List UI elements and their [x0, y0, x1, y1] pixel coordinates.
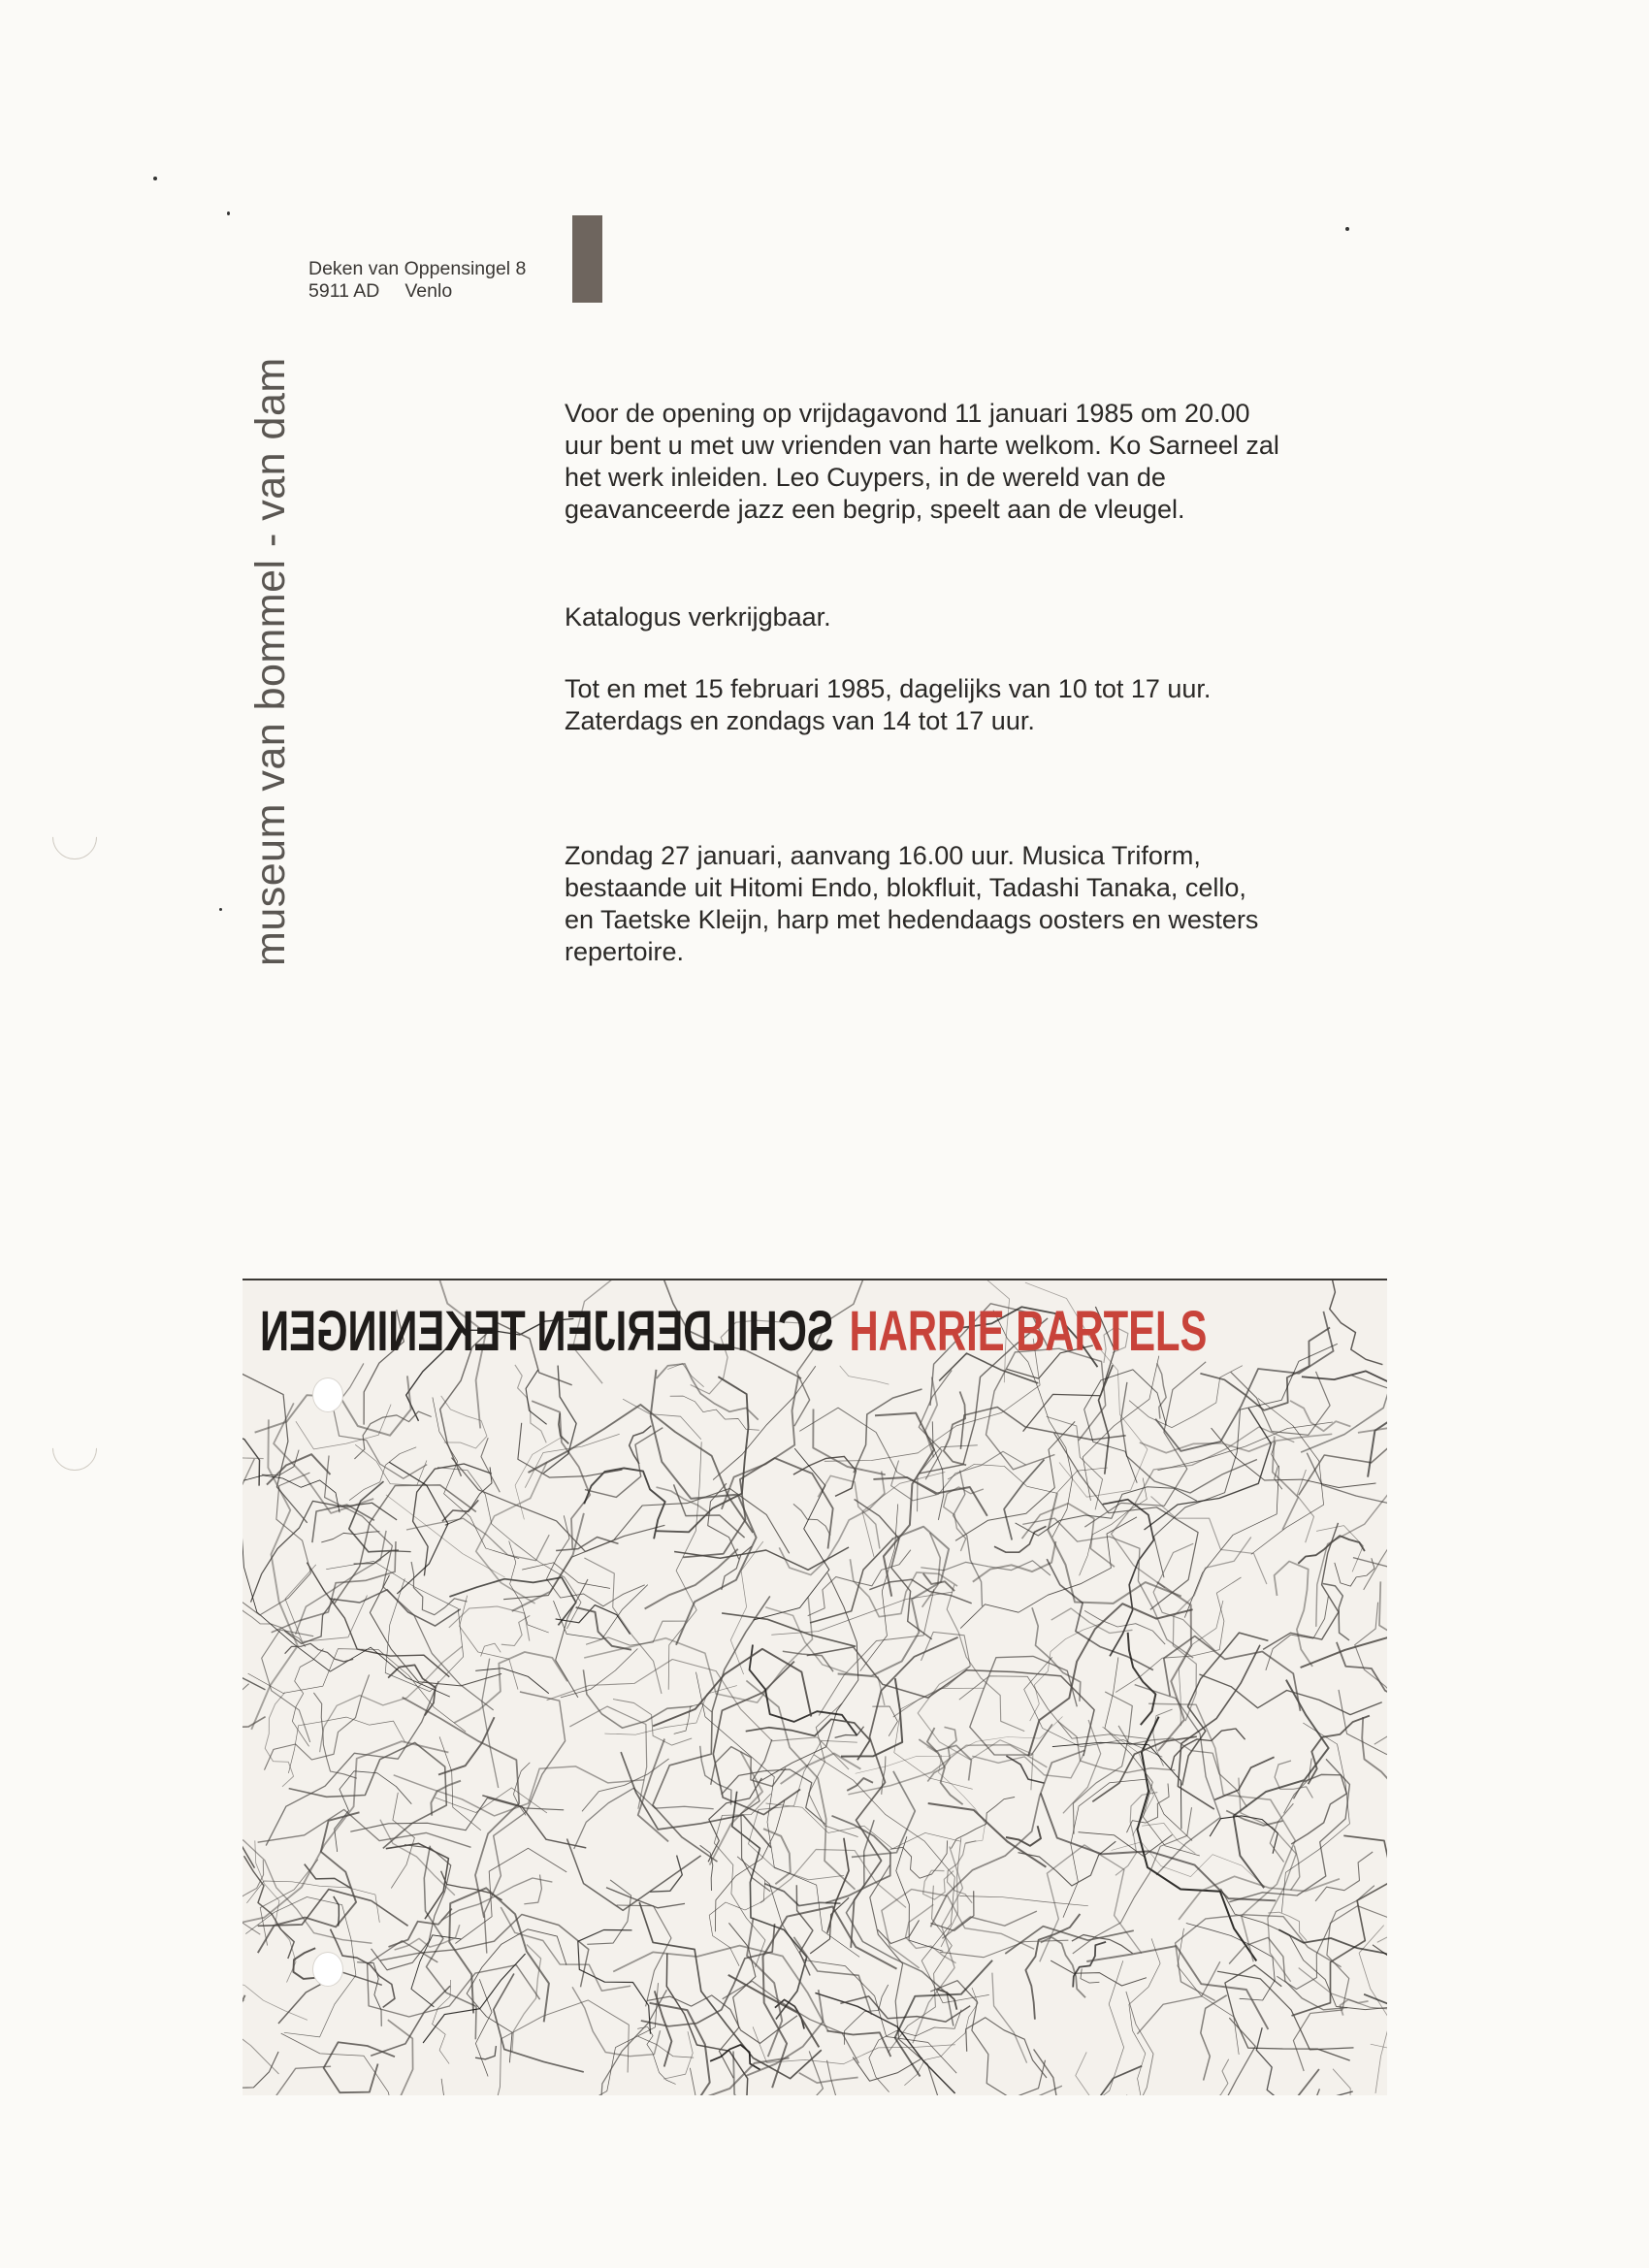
scribble-stroke	[799, 2073, 858, 2083]
scribble-stroke	[501, 1907, 630, 1991]
scribble-stroke	[1083, 1356, 1159, 1501]
scribble-stroke	[482, 1796, 586, 1848]
scribble-stroke	[1040, 1845, 1142, 1961]
scribble-stroke	[388, 1665, 436, 1715]
scribble-stroke	[354, 1411, 431, 1459]
punch-hole-upper	[43, 805, 106, 868]
address-city: Venlo	[404, 280, 453, 302]
scribble-stroke	[357, 1962, 381, 2026]
scribble-stroke	[1302, 1354, 1387, 1385]
scribble-stroke	[793, 1456, 857, 1496]
scribble-stroke	[1353, 1558, 1387, 1610]
scribble-stroke	[860, 1505, 898, 1671]
address-street: Deken van Oppensingel 8	[308, 258, 527, 279]
scribble-stroke	[1337, 1642, 1387, 1705]
scan-speck	[219, 908, 222, 911]
scribble-stroke	[827, 2031, 891, 2057]
scribble-stroke	[1105, 1657, 1200, 1856]
scribble-stroke	[878, 1920, 920, 1943]
scribble-stroke	[661, 2057, 790, 2095]
scribble-stroke	[1251, 1399, 1324, 1555]
scribble-stroke	[494, 1974, 584, 2072]
scribble-stroke	[1121, 1382, 1257, 1493]
concert-paragraph: Zondag 27 januari, aanvang 16.00 uur. Musica Triform, bestaande uit Hitomi Endo, blokfluit, Tadashi Tanaka, cello, en Taetske Kleijn, harp met hedendaags oosters en westers repertoire.	[565, 841, 1259, 966]
scribble-stroke	[1112, 1842, 1266, 1887]
scribble-stroke	[242, 1473, 311, 1615]
scribble-stroke	[651, 1370, 757, 1645]
scribble-stroke	[862, 1473, 945, 1557]
scribble-stroke	[1239, 1778, 1296, 1982]
scribble-stroke	[574, 1788, 714, 1849]
scribble-stroke	[613, 1946, 828, 2032]
scribble-stroke	[289, 1742, 447, 1848]
scribble-stroke	[561, 1649, 638, 1698]
scribble-stroke	[1364, 1529, 1387, 1590]
scribble-stroke	[966, 2018, 1047, 2078]
scribble-stroke	[1171, 1729, 1245, 1770]
scribble-stroke	[813, 1409, 885, 1475]
scribble-stroke	[1231, 1372, 1330, 1436]
scribble-stroke	[870, 1865, 940, 2096]
scribble-stroke	[723, 1981, 859, 2063]
scribble-stroke	[389, 1462, 448, 1594]
scribble-stroke	[242, 1995, 245, 2095]
scribble-stroke	[266, 1681, 438, 1846]
scribble-stroke	[1018, 1841, 1116, 1886]
opening-hours-paragraph: Tot en met 15 februari 1985, dagelijks van 10 tot 17 uur. Zaterdags en zondags van 14 tot 17 uur.	[565, 674, 1212, 735]
scribble-stroke	[1153, 1543, 1214, 1650]
scribble-stroke	[285, 1643, 354, 1662]
scribble-stroke	[1234, 1680, 1329, 1889]
scribble-stroke	[242, 2022, 279, 2095]
scribble-stroke	[1047, 1559, 1153, 1670]
scribble-stroke	[1330, 1280, 1383, 1365]
scribble-stroke	[630, 1426, 652, 1464]
scribble-stroke	[960, 1408, 1125, 1449]
scribble-stroke	[441, 1871, 502, 1900]
exhibition-poster	[242, 1279, 1387, 2095]
scribble-stroke	[1188, 2059, 1228, 2095]
scribble-stroke	[349, 1447, 416, 1501]
scribble-stroke	[512, 1945, 541, 2052]
scribble-stroke	[1201, 1995, 1227, 2081]
scribble-stroke	[585, 1428, 663, 1498]
scribble-stroke	[940, 1940, 1068, 1958]
scribble-stroke	[1081, 1969, 1099, 1984]
scribble-stroke	[1084, 1370, 1167, 1483]
scribble-stroke	[509, 1541, 549, 1633]
scribble-stroke	[1178, 1928, 1239, 2055]
scribble-stroke	[1254, 2069, 1319, 2095]
scribble-stroke	[746, 1719, 870, 1760]
scribble-stroke	[1275, 1562, 1313, 1667]
scribble-stroke	[449, 1577, 575, 1625]
scribble-stroke	[683, 1458, 833, 1557]
scribble-stroke	[818, 1475, 880, 1548]
scribble-stroke	[334, 1363, 428, 1478]
scribble-stroke	[1006, 1826, 1041, 1846]
scribble-stroke	[1298, 1536, 1365, 1564]
scribble-stroke	[1275, 1761, 1312, 1798]
scribble-stroke	[380, 1820, 455, 1895]
scribble-stroke	[700, 1845, 713, 1891]
scribble-stroke	[894, 1688, 985, 1789]
scribble-stroke	[334, 1896, 340, 1927]
scribble-stroke	[623, 1399, 701, 1440]
brown-accent-bar	[572, 215, 602, 303]
scribble-stroke	[313, 1693, 356, 1778]
scribble-stroke	[248, 1649, 467, 1733]
scribble-stroke	[481, 1643, 501, 1656]
poster-punch-hole-lower	[312, 1952, 343, 1987]
scribble-stroke	[284, 1599, 335, 1644]
scribble-stroke	[1116, 1793, 1157, 1876]
scribble-stroke	[1005, 1927, 1134, 1954]
scribble-stroke	[722, 1613, 856, 1646]
opening-paragraph: Voor de opening op vrijdagavond 11 januari 1985 om 20.00 uur bent u met uw vrienden van harte welkom. Ko Sarneel zal het werk inleiden. Leo Cuypers, in de wereld van de geavanceerde jazz een begrip, speelt aan de vleugel.	[565, 399, 1279, 524]
scribble-stroke	[1316, 1526, 1363, 1572]
scribble-stroke	[855, 1500, 932, 1639]
poster-title	[260, 1300, 1208, 1363]
scribble-stroke	[992, 1973, 1027, 2063]
scribble-stroke	[947, 1585, 1024, 1732]
scribble-stroke	[973, 1541, 1056, 1582]
poster-artist-name: HARRIE BARTELS	[849, 1300, 1208, 1363]
scribble-stroke	[1148, 1703, 1295, 1961]
scribble-stroke	[670, 1396, 760, 1430]
scribble-stroke	[242, 1681, 249, 1724]
punch-hole-lower	[43, 1416, 106, 1479]
scribble-stroke	[1157, 1363, 1167, 1418]
address-postcode-city	[308, 280, 526, 303]
scribble-stroke	[482, 1659, 499, 1788]
scribble-stroke	[1032, 1607, 1081, 1701]
scribble-stroke	[567, 1839, 701, 1911]
scribble-stroke	[1034, 2050, 1125, 2096]
scribble-stroke	[1292, 1835, 1388, 2016]
scribble-stroke	[569, 1706, 646, 1809]
scribble-stroke	[484, 1692, 565, 1954]
scribble-stroke	[1199, 1674, 1381, 1715]
scribble-stroke	[242, 2066, 331, 2095]
scribble-stroke	[1051, 1608, 1133, 1634]
scribble-stroke	[1140, 1434, 1333, 1452]
scribble-stroke	[1273, 1437, 1299, 1530]
scribble-stroke	[918, 2086, 1062, 2095]
scribble-stroke	[709, 1880, 764, 1966]
scribble-stroke	[475, 2046, 496, 2059]
scribble-stroke	[1138, 1717, 1257, 1961]
scribble-stroke	[242, 1494, 450, 1697]
scribble-stroke	[1225, 1965, 1350, 2060]
scribble-stroke	[674, 1703, 712, 1733]
scribble-stroke	[994, 1526, 1047, 1552]
scribble-stroke	[324, 2042, 395, 2092]
scribble-stroke	[1076, 2052, 1114, 2095]
scan-speck	[227, 211, 230, 215]
scribble-stroke	[666, 1954, 747, 2095]
scribble-stroke	[1212, 1428, 1376, 1487]
scribble-stroke	[320, 1646, 463, 1752]
scribble-stroke	[503, 1488, 790, 1599]
scribble-stroke	[1022, 1518, 1193, 1658]
poster-punch-hole-upper	[312, 1377, 343, 1412]
scribble-stroke	[848, 1745, 1047, 1795]
scribble-stroke	[937, 1989, 957, 2009]
scribble-stroke	[764, 1884, 840, 1906]
scribble-stroke	[1178, 1645, 1260, 1809]
scribble-stroke	[391, 1793, 414, 1889]
scribble-stroke	[307, 1563, 449, 1677]
scribble-stroke	[445, 1467, 492, 1525]
scribble-stroke	[793, 1504, 830, 1535]
scribble-stroke	[913, 1847, 963, 2044]
scribble-stroke	[732, 1792, 807, 2020]
scribble-stroke	[515, 1365, 546, 1442]
scribble-stroke	[710, 1752, 763, 1865]
scribble-stroke	[750, 1645, 857, 1735]
scribble-stroke	[959, 1676, 1148, 1739]
scribble-stroke	[413, 1464, 492, 1575]
scribble-stroke	[1263, 1523, 1339, 1650]
scribble-stroke	[242, 1374, 307, 1529]
scribble-stroke	[840, 1366, 889, 1384]
scribble-stroke	[371, 1986, 450, 2056]
scribble-stroke	[819, 1589, 934, 1715]
scribble-stroke	[1058, 1722, 1175, 1773]
scribble-stroke	[763, 1829, 791, 1884]
scribble-stroke	[242, 1825, 255, 1868]
scribble-stroke	[242, 1717, 266, 1743]
scribble-stroke	[847, 1778, 873, 1791]
scribble-stroke	[433, 1397, 519, 1558]
scribble-stroke	[1074, 1960, 1124, 2095]
poster-mirrored-title: SCHILDERIJEN TEKENINGEN	[260, 1300, 834, 1363]
scribble-stroke	[272, 1541, 396, 1633]
scribble-drawing	[242, 1280, 1387, 2095]
scribble-stroke	[1278, 1929, 1387, 2004]
scribble-stroke	[441, 1983, 658, 2095]
scribble-stroke	[251, 1419, 298, 1730]
scan-speck	[1345, 227, 1349, 231]
scribble-stroke	[296, 1405, 391, 1449]
scribble-stroke	[265, 1693, 293, 1787]
scribble-stroke	[242, 2052, 278, 2088]
scribble-stroke	[1073, 1942, 1106, 1988]
museum-address	[308, 258, 526, 303]
scribble-stroke	[754, 1448, 829, 1620]
scribble-stroke	[893, 1632, 971, 1717]
scribble-stroke	[986, 1348, 1106, 1470]
scribble-stroke	[1022, 1504, 1116, 1567]
scribble-stroke	[1195, 2018, 1255, 2095]
scribble-stroke	[455, 1848, 566, 1943]
scribble-stroke	[1299, 1315, 1387, 1496]
scribble-stroke	[529, 1405, 754, 1533]
scribble-stroke	[1142, 1823, 1195, 1853]
scribble-stroke	[1379, 1581, 1387, 1680]
scribble-stroke	[730, 1541, 763, 1674]
scribble-stroke	[1333, 2069, 1387, 2095]
scribble-stroke	[586, 1621, 686, 1645]
scribble-stroke	[613, 1700, 692, 1746]
scribble-stroke	[258, 1890, 408, 1927]
scribble-stroke	[668, 1442, 701, 1689]
scribble-stroke	[1157, 1582, 1191, 1751]
scribble-stroke	[454, 1652, 567, 1723]
scribble-stroke	[700, 1746, 731, 1805]
scribble-stroke	[722, 1377, 798, 1509]
scribble-stroke	[321, 1532, 379, 1542]
scribble-stroke	[312, 1505, 374, 1542]
scribble-stroke	[598, 2068, 698, 2095]
scribble-stroke	[467, 1929, 566, 2063]
scribble-stroke	[1129, 1366, 1243, 1428]
scribble-stroke	[728, 1975, 820, 2047]
scribble-stroke	[919, 1371, 952, 1480]
scribble-stroke	[368, 1941, 540, 2017]
scribble-stroke	[489, 2000, 630, 2095]
scribble-stroke	[1358, 1355, 1387, 1444]
catalogue-paragraph: Katalogus verkrijgbaar.	[565, 602, 831, 632]
scribble-stroke	[403, 1698, 520, 1918]
scribble-stroke	[1073, 1692, 1132, 1834]
scribble-stroke	[242, 1928, 307, 2021]
scribble-stroke	[1293, 1906, 1387, 2071]
scribble-stroke	[1054, 1433, 1199, 1609]
scribble-stroke	[650, 1856, 682, 1893]
scribble-stroke	[547, 1515, 645, 1606]
scribble-stroke	[363, 2020, 413, 2095]
scribble-stroke	[1309, 1716, 1370, 1785]
scribble-stroke	[583, 1669, 692, 1728]
scribble-stroke	[923, 1870, 954, 1899]
scribble-stroke	[475, 1979, 492, 2076]
scribble-stroke	[411, 1562, 467, 1615]
scribble-stroke	[765, 1607, 885, 1705]
scribble-stroke	[437, 1468, 581, 1629]
scribble-stroke	[433, 1980, 451, 2064]
scribble-stroke	[576, 1607, 631, 1650]
scan-speck	[153, 177, 157, 180]
scribble-stroke	[526, 1370, 547, 1424]
scribble-stroke	[350, 1798, 564, 1831]
scribble-stroke	[1179, 1601, 1223, 1726]
museum-name-vertical: museum van bommel - van dam	[247, 357, 294, 966]
scribble-stroke	[1210, 1816, 1277, 1854]
scribble-stroke	[1164, 1636, 1301, 1711]
scribble-stroke	[853, 2057, 922, 2082]
scribble-stroke	[258, 1812, 360, 1953]
scribble-stroke	[1281, 1723, 1349, 1913]
address-postcode: 5911 AD	[308, 280, 380, 302]
scribble-stroke	[1137, 1961, 1219, 2034]
scribble-stroke	[436, 1788, 547, 1813]
scribble-stroke	[1355, 1603, 1387, 1745]
scribble-stroke	[746, 1681, 855, 1890]
